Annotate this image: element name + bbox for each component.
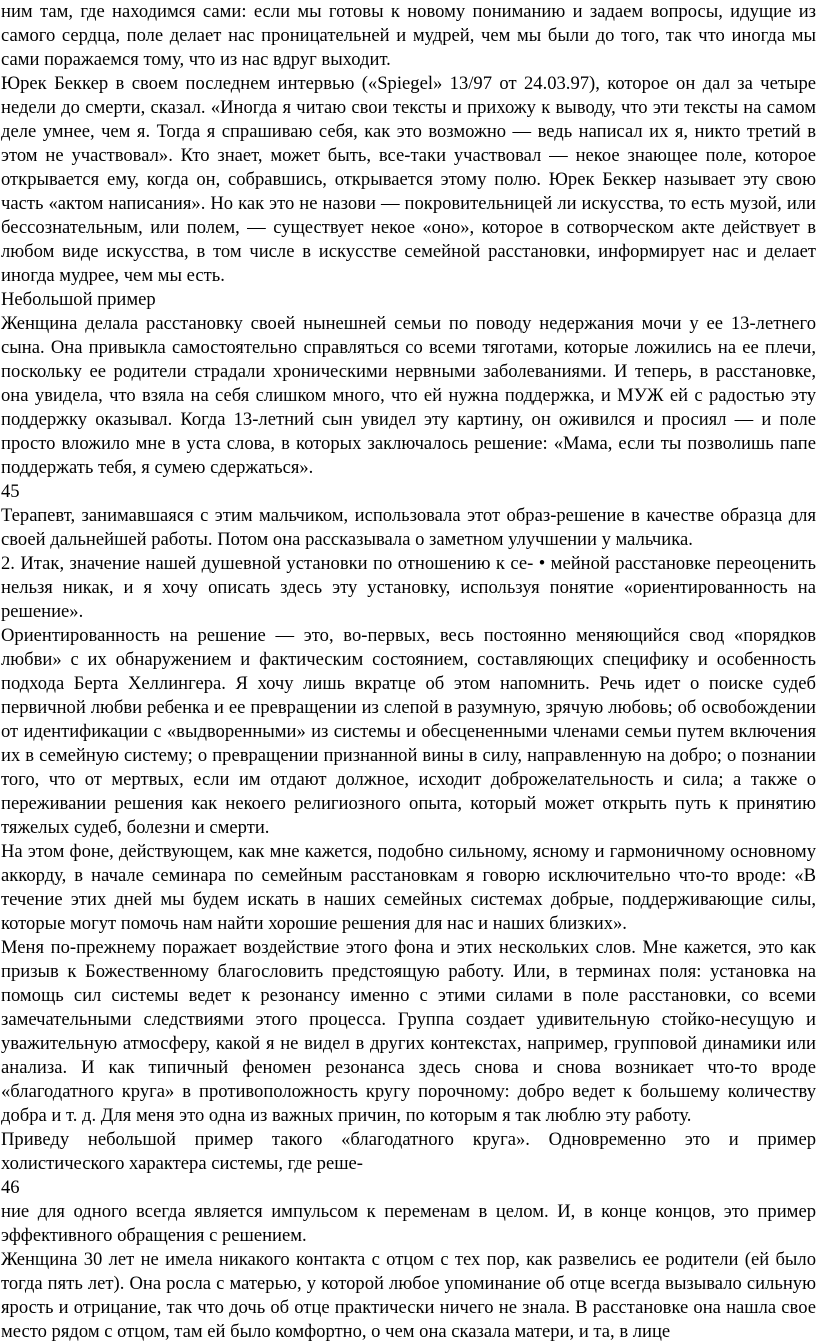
paragraph: Женщина 30 лет не имела никакого контакта с отцом с тех пор, как развелись ее родители (ей было тогда пять лет). Она росла с матерью, у которой любое упоминание об отце всегда вызывало сильную ярость и отрицание, так что дочь об отце практически ничего не знала. В расстановке она нашла свое место рядом с отцом, там ей было комфортно, о чем она сказала матери, и та, в лице: [1, 1249, 816, 1342]
paragraph: 2. Итак, значение нашей душевной установки по отношению к се- • мейной расстановке переоценить нельзя никак, и я хочу описать здесь эту установку, используя понятие «ориентированность на решение».: [1, 553, 816, 622]
section-heading: Небольшой пример: [1, 289, 156, 310]
paragraph: ним там, где находимся сами: если мы готовы к новому пониманию и задаем вопросы, идущие из самого сердца, поле делает нас проницательней и мудрей, чем мы были до того, так что иногда мы сами поражаемся тому, что из нас вдруг выходит.: [1, 1, 816, 70]
paragraph: Юрек Беккер в своем последнем интервью («Spiegel» 13/97 от 24.03.97), которое он дал за четыре недели до смерти, сказал. «Иногда я читаю свои тексты и прихожу к выводу, что эти тексты на самом деле умнее, чем я. Тогда я спрашиваю себя, как это возможно — ведь написал их я, никто третий в этом не участвовал». Кто знает, может быть, все-таки участвовал — некое знающее поле, которое открывается ему, когда он, собравшись, открывается этому полю. Юрек Беккер называет эту свою часть «актом написания». Но как это не назови — покровительницей ли искусства, то есть музой, или бессознательным, или полем, — существует некое «оно», которое в сотворческом акте действует в любом виде искусства, в том числе в искусстве семейной расстановки, информирует нас и делает иногда мудрее, чем мы есть.: [1, 73, 816, 286]
paragraph: Ориентированность на решение — это, во-первых, весь постоянно меняющийся свод «порядков любви» с их обнаружением и фактическим состоянием, составляющих специфику и особенность подхода Берта Хеллингера. Я хочу лишь вкратце об этом напомнить. Речь идет о поиске судеб первичной любви ребенка и ее превращении из слепой в разумную, зрячую любовь; об освобождении от идентификации с «выдворенными» из системы и обесцененными членами семьи путем включения их в семейную систему; о превращении признанной вины в силу, направленную на добро; о познании того, что от мертвых, если им отдают должное, исходит доброжелательность и сила; а также о переживании решения как некоего религиозного опыта, который может открыть путь к принятию тяжелых судеб, болезни и смерти.: [1, 625, 816, 838]
page-number: 46: [1, 1177, 20, 1198]
paragraph: ние для одного всегда является импульсом к переменам в целом. И, в конце концов, это пример эффективного обращения с решением.: [1, 1201, 816, 1246]
paragraph: Меня по-прежнему поражает воздействие этого фона и этих нескольких слов. Мне кажется, это как призыв к Божественному благословить предстоящую работу. Или, в терминах поля: установка на помощь сил системы ведет к резонансу именно с этими силами в поле расстановки, со всеми замечательными следствиями этого процесса. Группа создает удивительную стойко-несущую и уважительную атмосферу, какой я не видел в других контекстах, например, групповой динамики или анализа. И как типичный феномен резонанса здесь снова и снова возникает что-то вроде «благодатного круга» в противоположность кругу порочному: добро ведет к большему количеству добра и т. д. Для меня это одна из важных причин, по которым я так люблю эту работу.: [1, 937, 816, 1126]
paragraph: На этом фоне, действующем, как мне кажется, подобно сильному, ясному и гармоничному основному аккорду, в начале семинара по семейным расстановкам я говорю исключительно что-то вроде: «В течение этих дней мы будем искать в наших семейных системах добрые, поддерживающие силы, которые могут помочь нам найти хорошие решения для нас и наших близких».: [1, 841, 816, 934]
paragraph: Женщина делала расстановку своей нынешней семьи по поводу недержания мочи у ее 13-летнего сына. Она привыкла самостоятельно справляться со всеми тяготами, которые ложились на ее плечи, поскольку ее родители страдали хроническими нервными заболеваниями. И теперь, в расстановке, она увидела, что взяла на себя слишком много, что ей нужна поддержка, и МУЖ ей с радостью эту поддержку оказывал. Когда 13-летний сын увидел эту картину, он оживился и просиял — и поле просто вложило мне в уста слова, в которых заключалось решение: «Мама, если ты позволишь папе поддержать тебя, я сумею сдержаться».: [1, 313, 816, 478]
page-number: 45: [1, 481, 20, 502]
paragraph: Терапевт, занимавшаяся с этим мальчиком, использовала этот образ-решение в качестве образца для своей дальнейшей работы. Потом она рассказывала о заметном улучшении у мальчика.: [1, 505, 816, 550]
paragraph: Приведу небольшой пример такого «благодатного круга». Одновременно это и пример холистического характера системы, где реше-: [1, 1129, 816, 1174]
